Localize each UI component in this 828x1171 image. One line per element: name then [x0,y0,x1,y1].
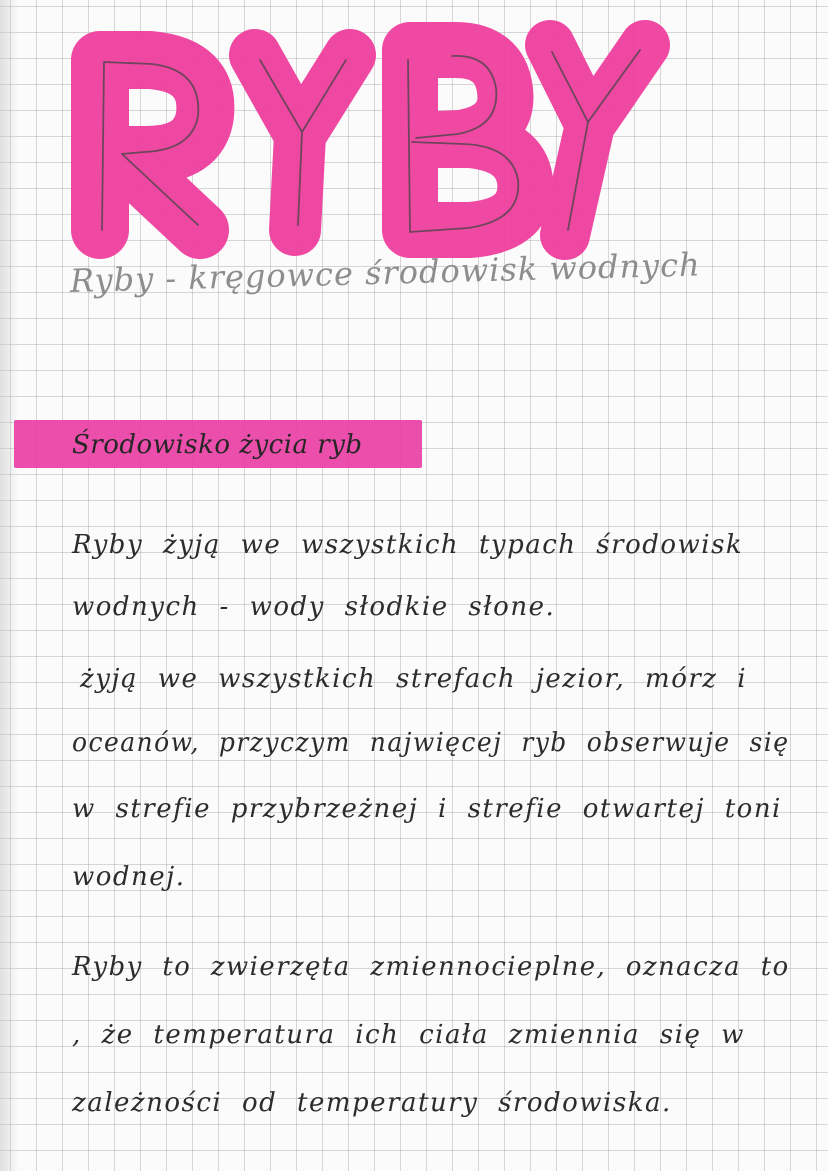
text-line-4: oceanów, przyczym najwięcej ryb obserwuje się [72,728,790,758]
text-line-5: w strefie przybrzeżnej i strefie otwartej toni [72,794,782,824]
page-edge-shadow [0,0,18,1171]
text-line-8: , że temperatura ich ciała zmiennia się w [72,1020,745,1050]
title-lettering [60,20,680,260]
text-line-2: wodnych - wody słodkie słone. [72,592,556,622]
section-heading: Środowisko życia ryb [72,430,363,460]
text-line-1: Ryby żyją we wszystkich typach środowisk [72,530,744,560]
text-line-9: zależności od temperatury środowiska. [72,1088,672,1118]
text-line-6: wodnej. [72,862,186,892]
subtitle-pencil: Ryby - kręgowce środowisk wodnych [69,245,702,300]
text-line-3: żyją we wszystkich strefach jezior, mórz i [80,664,748,694]
text-line-7: Ryby to zwierzęta zmiennocieplne, oznacza to [72,952,790,982]
